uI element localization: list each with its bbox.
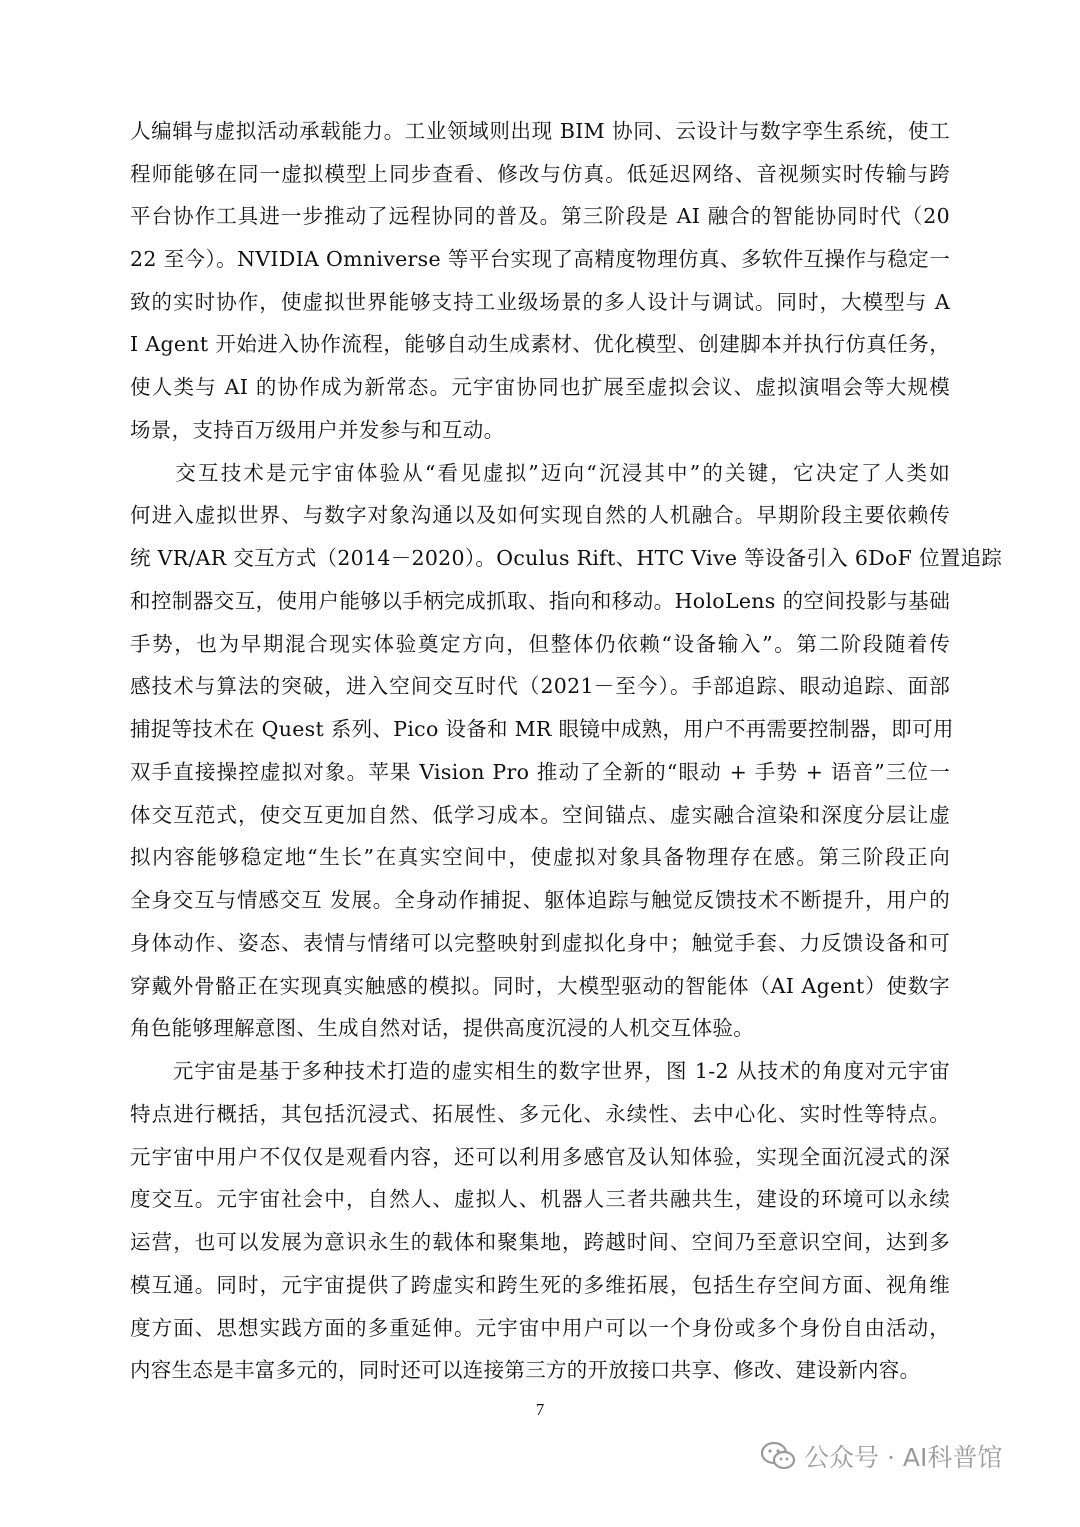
- text-line: 度交互。元宇宙社会中，自然人、虚拟人、机器人三者共融共生，建设的环境可以永续: [130, 1187, 950, 1211]
- text-line: 人编辑与虚拟活动承载能力。工业领域则出现 BIM 协同、云设计与数字孪生系统，使工: [130, 119, 950, 143]
- text-line: 身体动作、姿态、表情与情绪可以完整映射到虚拟化身中；触觉手套、力反馈设备和可: [130, 931, 950, 955]
- text-line: 平台协作工具进一步推动了远程协同的普及。第三阶段是 AI 融合的智能协同时代（20: [130, 204, 950, 228]
- text-line: 交互技术是元宇宙体验从“看见虚拟”迈向“沉浸其中”的关键，它决定了人类如: [130, 461, 950, 485]
- text-line: 体交互范式，使交互更加自然、低学习成本。空间锚点、虚实融合渲染和深度分层让虚: [130, 803, 950, 827]
- text-line: 拟内容能够稳定地“生长”在真实空间中，使虚拟对象具备物理存在感。第三阶段正向: [130, 845, 950, 869]
- text-line: 捕捉等技术在 Quest 系列、Pico 设备和 MR 眼镜中成熟，用户不再需要控制器，即可用: [130, 717, 954, 741]
- page-number: 7: [535, 1400, 545, 1419]
- text-line: 统 VR/AR 交互方式（2014－2020）。Oculus Rift、HTC Vive 等设备引入 6DoF 位置追踪: [130, 546, 1003, 570]
- text-line: I Agent 开始进入协作流程，能够自动生成素材、优化模型、创建脚本并执行仿真任务，: [130, 332, 950, 356]
- text-line: 和控制器交互，使用户能够以手柄完成抓取、指向和移动。HoloLens 的空间投影与基础: [130, 589, 950, 613]
- text-line: 使人类与 AI 的协作成为新常态。元宇宙协同也扩展至虚拟会议、虚拟演唱会等大规模: [130, 375, 950, 399]
- text-line: 元宇宙是基于多种技术打造的虚实相生的数字世界，图 1-2 从技术的角度对元宇宙: [130, 1059, 950, 1083]
- text-line: 感技术与算法的突破，进入空间交互时代（2021－至今）。手部追踪、眼动追踪、面部: [130, 674, 950, 698]
- text-line: 角色能够理解意图、生成自然对话，提供高度沉浸的人机交互体验。: [130, 1016, 754, 1040]
- text-line: 场景，支持百万级用户并发参与和互动。: [130, 418, 505, 442]
- watermark: [760, 1436, 1002, 1476]
- text-line: 程师能够在同一虚拟模型上同步查看、修改与仿真。低延迟网络、音视频实时传输与跨: [130, 162, 950, 186]
- text-line: 手势，也为早期混合现实体验奠定方向，但整体仍依赖“设备输入”。第二阶段随着传: [130, 632, 950, 656]
- text-line: 22 至今）。NVIDIA Omniverse 等平台实现了高精度物理仿真、多软件互操作与稳定一: [130, 247, 950, 271]
- text-line: 内容生态是丰富多元的，同时还可以连接第三方的开放接口共享、修改、建设新内容。: [130, 1358, 921, 1382]
- watermark-text: 公众号 · AI科普馆: [804, 1443, 1003, 1472]
- text-line: 运营，也可以发展为意识永生的载体和聚集地，跨越时间、空间乃至意识空间，达到多: [130, 1230, 950, 1254]
- text-line: 致的实时协作，使虚拟世界能够支持工业级场景的多人设计与调试。同时，大模型与 A: [130, 290, 950, 314]
- text-line: 度方面、思想实践方面的多重延伸。元宇宙中用户可以一个身份或多个身份自由活动，: [130, 1316, 950, 1340]
- text-line: 特点进行概括，其包括沉浸式、拓展性、多元化、永续性、去中心化、实时性等特点。: [130, 1102, 950, 1126]
- wechat-icon: [760, 1441, 796, 1471]
- text-line: 全身交互与情感交互 发展。全身动作捕捉、躯体追踪与触觉反馈技术不断提升，用户的: [130, 888, 950, 912]
- text-line: 何进入虚拟世界、与数字对象沟通以及如何实现自然的人机融合。早期阶段主要依赖传: [130, 503, 950, 527]
- text-line: 双手直接操控虚拟对象。苹果 Vision Pro 推动了全新的“眼动 + 手势 + 语音”三位一: [130, 760, 950, 784]
- text-line: 模互通。同时，元宇宙提供了跨虚实和跨生死的多维拓展，包括生存空间方面、视角维: [130, 1273, 950, 1297]
- text-line: 穿戴外骨骼正在实现真实触感的模拟。同时，大模型驱动的智能体（AI Agent）使数字: [130, 974, 950, 998]
- text-line: 元宇宙中用户不仅仅是观看内容，还可以利用多感官及认知体验，实现全面沉浸式的深: [130, 1145, 950, 1169]
